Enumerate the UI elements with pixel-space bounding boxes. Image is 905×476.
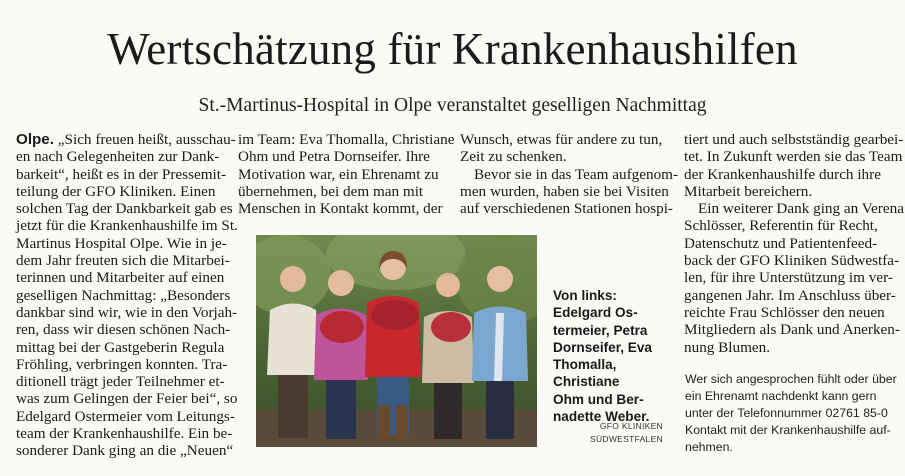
article-column-1: [16, 131, 238, 460]
column-line: Wunsch, etwas für andere zu tun,: [460, 131, 663, 148]
column-line: teilung der GFO Kliniken. Einen: [16, 182, 216, 200]
column-line: gangenen Jahr. Im Anschluss über-: [684, 286, 896, 304]
column-line: dem Jahr freuten sich die Mitarbei-: [16, 252, 230, 270]
column-line: mittag bei der Gastgeberin Regula: [16, 338, 225, 356]
info-line: unter der Telefonnummer 02761 85-0: [685, 406, 888, 420]
column-line: Bevor sie in das Team aufgenom-: [474, 165, 679, 183]
caption-line: Thomalla,: [553, 357, 617, 373]
column-line: Zeit zu schenken.: [460, 148, 567, 166]
caption-line: Christiane: [553, 374, 620, 390]
article-column-2: [238, 131, 455, 218]
column-line: barkeit“, heißt es in der Pressemit-: [16, 165, 227, 183]
column-line: was zum Gelingen der Feier bei“, so: [16, 390, 238, 408]
article-column-4: [684, 131, 904, 356]
column-line: Edelgard Ostermeier vom Leitungs-: [16, 407, 235, 425]
column-line: back der GFO Kliniken Südwestfa-: [684, 252, 900, 270]
info-line: Kontakt mit der Krankenhaushilfe auf-: [685, 423, 891, 437]
column-line: sonderer Dank ging an die „Neuen“: [16, 442, 234, 460]
column-line: [16, 131, 236, 148]
column-line: en nach Gelegenheiten zur Dank-: [16, 148, 220, 166]
column-line: reichte Frau Schlösser den neuen: [684, 303, 885, 321]
column-line: Datenschutz und Patientenfeed-: [684, 234, 878, 252]
column-line: geselligen Nachmittag: „Besonders: [16, 286, 231, 304]
caption-line: Von links:: [553, 288, 617, 303]
column-line: Ohm und Petra Dornseifer. Ihre: [238, 148, 430, 166]
credit-line: SÜDWESTFALEN: [589, 434, 663, 444]
column-line: tiert und auch selbstständig gearbei-: [684, 131, 904, 148]
group-photo: [256, 235, 537, 447]
info-line: nehmen.: [685, 440, 733, 454]
column-line: Motivation war, ein Ehrenamt zu: [238, 165, 439, 183]
photo-credit: [560, 420, 663, 446]
column-line: len, für ihre Unterstützung im ver-: [684, 269, 893, 287]
info-line: ein Ehrenamt nachdenkt kann gern: [685, 389, 877, 403]
column-line: men wurden, haben sie bei Visiten: [460, 182, 669, 200]
column-line: Menschen in Kontakt kommt, der: [238, 200, 443, 218]
article-column-3: [460, 131, 679, 218]
column-line: Ein weiterer Dank ging an Verena: [698, 200, 904, 218]
caption-line: Ohm und Ber-: [553, 391, 644, 407]
column-line: Martinus Hospital Olpe. Wie in je-: [16, 234, 227, 252]
headline: Wertschätzung für Krankenhaushilfen: [107, 24, 798, 74]
column-line: im Team: Eva Thomalla, Christiane: [238, 131, 455, 148]
column-line: Mitgliedern als Dank und Anerken-: [684, 321, 900, 339]
column-line: jetzt für die Krankenhaushilfe im St.: [16, 217, 238, 235]
column-line: übernehmen, bei dem man mit: [238, 182, 424, 200]
caption-line: termeier, Petra: [553, 322, 648, 338]
column-line: auf verschiedenen Stationen hospi-: [460, 200, 673, 218]
column-line: tet. In Zukunft werden sie das Team: [684, 148, 903, 166]
column-line: ren, dass wir diesen schönen Nach-: [16, 321, 231, 339]
column-line: Mitarbeit bereichern.: [684, 182, 813, 200]
column-line: ditionell trägt jeder Teilnehmer et-: [16, 373, 225, 391]
column-line: team der Krankenhaushilfe. Ein be-: [16, 425, 233, 443]
column-line: terinnen und Mitarbeiter auf einen: [16, 269, 225, 287]
info-line: Wer sich angesprochen fühlt oder über: [685, 372, 897, 386]
column-line: dankbar sind wir, wie in den Vorjah-: [16, 303, 238, 321]
caption-line: nadette Weber.: [553, 409, 650, 425]
column-line: solchen Tag der Dankbarkeit gab es: [16, 200, 233, 218]
column-line: nung Blumen.: [684, 338, 771, 356]
column-line: der Krankenhaushilfe durch ihre: [684, 165, 881, 183]
subheadline: St.-Martinus-Hospital in Olpe veranstaltet geselligen Nachmittag: [198, 95, 707, 116]
credit-line: GFO KLINIKEN: [599, 421, 663, 431]
column-line-text: „Sich freuen heißt, ausschau-: [53, 131, 236, 148]
column-line: Schlösser, Referentin für Recht,: [684, 217, 878, 235]
caption-line: Dornseifer, Eva: [553, 339, 652, 355]
caption-line: Edelgard Os-: [553, 305, 638, 321]
photo-caption: [553, 287, 668, 425]
group-photo-illustration: [256, 235, 537, 447]
column-line: Fröhling, verbringen konnten. Tra-: [16, 355, 228, 373]
dateline: Olpe.: [16, 131, 54, 148]
contact-info-box: [685, 371, 897, 456]
